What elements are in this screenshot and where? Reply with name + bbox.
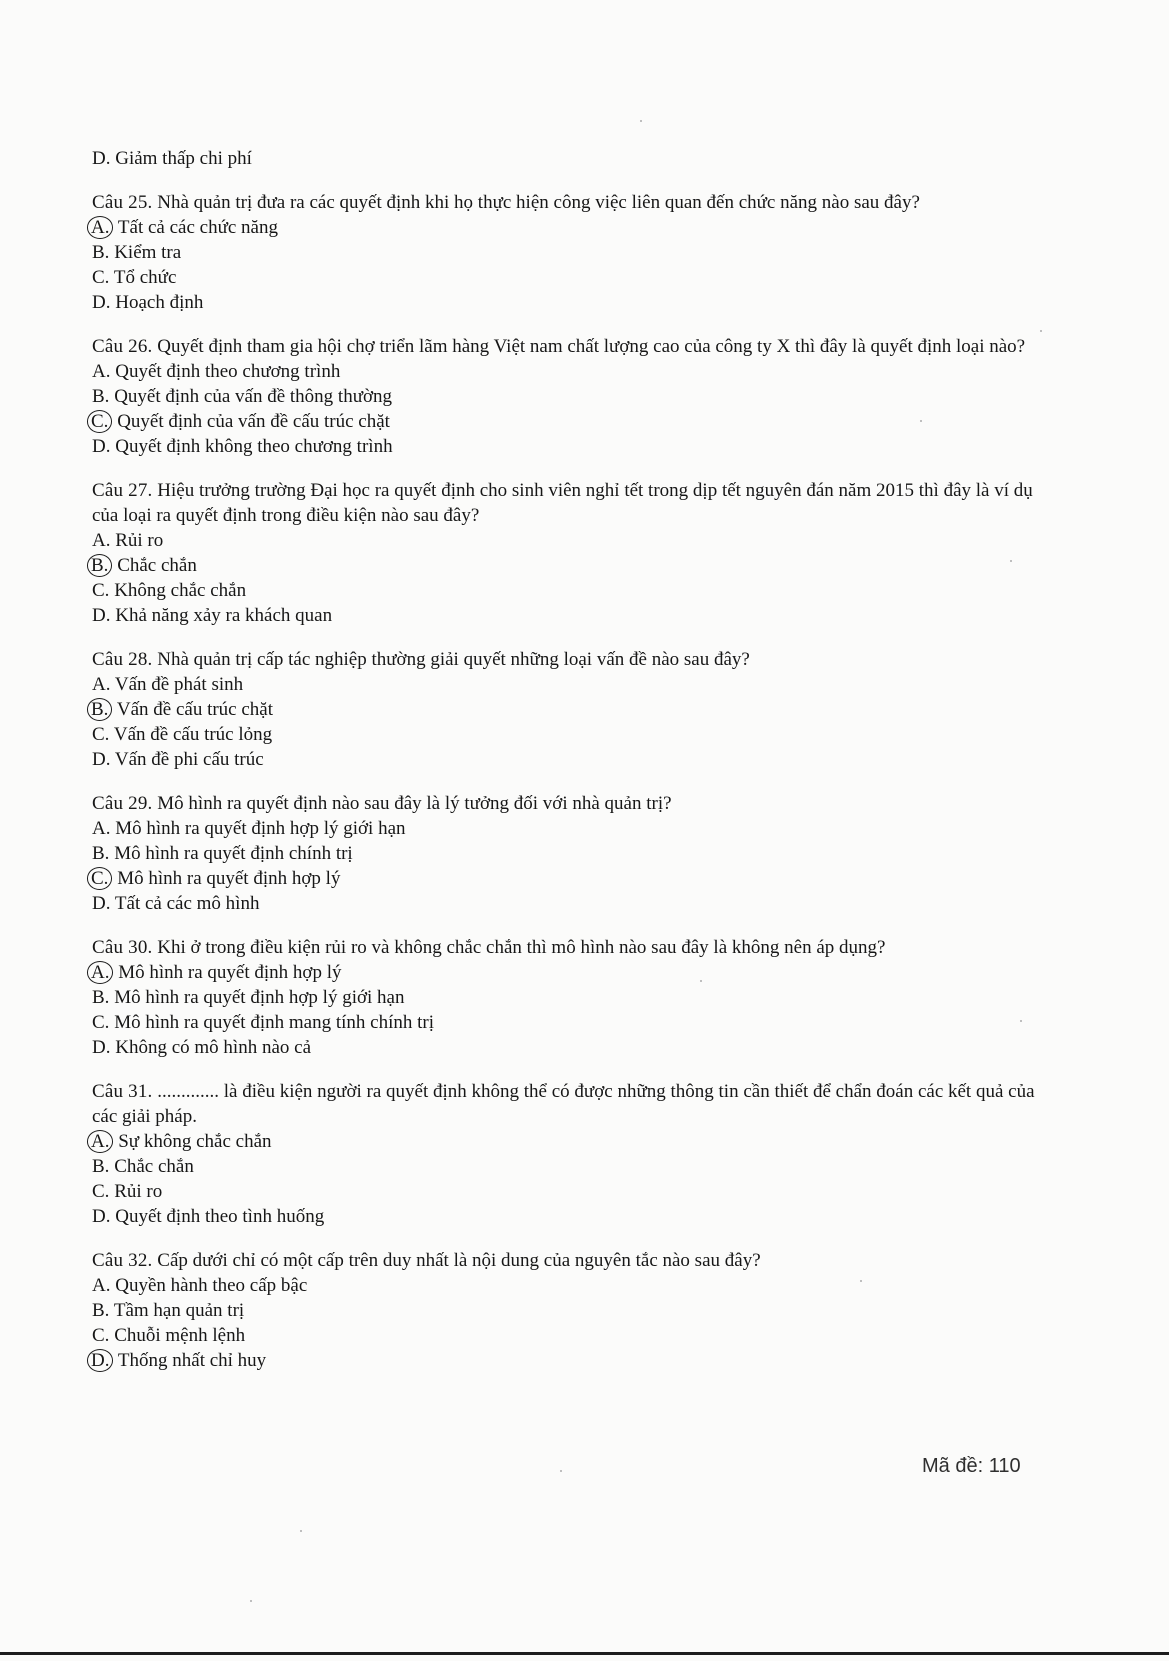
question-text [92, 478, 1052, 528]
option-letter: D. [92, 436, 111, 457]
option-letter: A. [87, 216, 113, 239]
answer-option-circled [92, 1348, 1052, 1373]
option-text: Mô hình ra quyết định chính trị [114, 843, 353, 864]
scan-speck [1040, 330, 1042, 332]
option-text: Mô hình ra quyết định hợp lý [118, 962, 342, 983]
scan-speck [1020, 1020, 1022, 1022]
question-label: Câu 29. [92, 793, 153, 814]
question-32 [92, 1248, 1052, 1373]
option-text: Tầm hạn quản trị [113, 1300, 245, 1321]
question-30 [92, 935, 1052, 1060]
answer-option [92, 891, 1052, 916]
option-letter: D. [92, 893, 111, 914]
answer-option [92, 841, 1052, 866]
option-text: Vấn đề phát sinh [114, 674, 244, 695]
option-text: Sự không chắc chắn [118, 1131, 272, 1152]
option-text: Mô hình ra quyết định hợp lý giới hạn [115, 818, 406, 839]
answer-option-circled [92, 866, 1052, 891]
option-text: Khả năng xảy ra khách quan [115, 605, 333, 626]
option-text: Kiểm tra [114, 242, 182, 263]
question-list [92, 190, 1052, 1373]
question-body: Mô hình ra quyết định nào sau đây là lý tưởng đối với nhà quản trị? [157, 793, 672, 814]
option-letter: A. [92, 1275, 111, 1296]
option-text: Quyền hành theo cấp bậc [115, 1275, 308, 1296]
option-letter: C. [92, 580, 110, 601]
scan-speck [560, 1470, 562, 1472]
option-letter: B. [92, 1156, 110, 1177]
option-letter: B. [92, 386, 110, 407]
answer-option [92, 672, 1052, 697]
question-25 [92, 190, 1052, 315]
answer-option [92, 240, 1052, 265]
option-text: Rủi ro [114, 1181, 163, 1202]
answer-option-circled [92, 409, 1052, 434]
question-label: Câu 28. [92, 649, 153, 670]
scan-speck [250, 1600, 252, 1602]
question-label: Câu 25. [92, 192, 153, 213]
option-text: Vấn đề phi cấu trúc [114, 749, 264, 770]
option-text: Thống nhất chỉ huy [117, 1350, 267, 1371]
question-label: Câu 26. [92, 336, 153, 357]
question-text [92, 1248, 1052, 1273]
question-text [92, 190, 1052, 215]
option-letter: C. [92, 267, 110, 288]
question-31 [92, 1079, 1052, 1229]
question-body: Khi ở trong điều kiện rủi ro và không chắc chắn thì mô hình nào sau đây là không nên áp dụng? [157, 937, 886, 958]
answer-option [92, 722, 1052, 747]
option-letter: D. [92, 292, 111, 313]
question-text [92, 935, 1052, 960]
scan-speck [860, 1280, 862, 1282]
option-text: Quyết định không theo chương trình [115, 436, 393, 457]
answer-option [92, 1154, 1052, 1179]
option-letter: C. [87, 867, 112, 890]
answer-option [92, 1179, 1052, 1204]
answer-option [92, 1204, 1052, 1229]
option-text: Không chắc chắn [114, 580, 247, 601]
option-letter: A. [92, 361, 111, 382]
answer-option-circled [92, 960, 1052, 985]
question-label: Câu 27. [92, 480, 153, 501]
answer-option [92, 1035, 1052, 1060]
question-body: Cấp dưới chỉ có một cấp trên duy nhất là nội dung của nguyên tắc nào sau đây? [157, 1250, 761, 1271]
option-text: Quyết định theo chương trình [115, 361, 341, 382]
option-text: Tất cả các chức năng [117, 217, 278, 238]
option-text: Chắc chắn [117, 555, 197, 576]
exam-content [92, 146, 1052, 1373]
scan-speck [920, 420, 922, 422]
answer-option [92, 384, 1052, 409]
option-letter: B. [92, 843, 110, 864]
option-text: Mô hình ra quyết định hợp lý giới hạn [114, 987, 405, 1008]
question-body: Hiệu trưởng trường Đại học ra quyết định cho sinh viên nghỉ tết trong dịp tết nguyên đán năm 2015 thì đây là ví dụ của loại ra quyết định trong điều kiện nào sau đây? [92, 480, 1033, 526]
option-letter: D. [92, 749, 111, 770]
option-text: Tất cả các mô hình [114, 893, 260, 914]
answer-option [92, 603, 1052, 628]
option-letter: A. [92, 674, 111, 695]
lead-option-line: D. Giảm thấp chi phí [92, 148, 252, 169]
question-text [92, 1079, 1052, 1129]
answer-option [92, 816, 1052, 841]
option-letter: D. [87, 1349, 113, 1372]
answer-option-circled [92, 1129, 1052, 1154]
option-letter: B. [92, 242, 110, 263]
answer-option [92, 1298, 1052, 1323]
answer-option-circled [92, 215, 1052, 240]
scan-speck [640, 120, 642, 122]
question-text [92, 334, 1052, 359]
option-letter: C. [92, 1325, 110, 1346]
answer-option [92, 1010, 1052, 1035]
answer-option [92, 1323, 1052, 1348]
option-letter: C. [92, 1012, 110, 1033]
option-text: Chuỗi mệnh lệnh [114, 1325, 246, 1346]
answer-option-circled [92, 553, 1052, 578]
option-text: Mô hình ra quyết định hợp lý [117, 868, 341, 889]
question-text [92, 647, 1052, 672]
question-label: Câu 30. [92, 937, 153, 958]
option-letter: B. [92, 1300, 110, 1321]
answer-option-circled [92, 697, 1052, 722]
option-letter: D. [92, 605, 111, 626]
option-letter: A. [92, 530, 111, 551]
scan-speck [1010, 560, 1012, 562]
option-letter: B. [87, 698, 112, 721]
option-letter: B. [87, 554, 112, 577]
option-letter: A. [92, 818, 111, 839]
scan-speck [700, 980, 702, 982]
question-28 [92, 647, 1052, 772]
scan-speck [300, 1530, 302, 1532]
option-text: Mô hình ra quyết định mang tính chính trị [114, 1012, 434, 1033]
option-letter: C. [87, 410, 112, 433]
answer-option [92, 528, 1052, 553]
answer-option [92, 265, 1052, 290]
question-label: Câu 31. [92, 1081, 153, 1102]
question-27 [92, 478, 1052, 628]
question-29 [92, 791, 1052, 916]
option-letter: C. [92, 724, 110, 745]
option-text: Quyết định theo tình huống [115, 1206, 325, 1227]
answer-option [92, 434, 1052, 459]
exam-code: Mã đề: 110 [922, 1455, 1021, 1477]
option-letter: C. [92, 1181, 110, 1202]
option-text: Vấn đề cấu trúc lỏng [113, 724, 273, 745]
option-letter: A. [87, 1130, 113, 1153]
page-bottom-edge [0, 1652, 1169, 1655]
answer-option [92, 747, 1052, 772]
option-letter: A. [87, 961, 113, 984]
question-label: Câu 32. [92, 1250, 153, 1271]
option-text: Chắc chắn [114, 1156, 194, 1177]
answer-option [92, 1273, 1052, 1298]
option-text: Quyết định của vấn đề cấu trúc chặt [117, 411, 390, 432]
option-letter: D. [92, 1037, 111, 1058]
option-text: Vấn đề cấu trúc chặt [116, 699, 273, 720]
answer-option [92, 290, 1052, 315]
question-body: Quyết định tham gia hội chợ triển lãm hàng Việt nam chất lượng cao của công ty X thì đây là quyết định loại nào? [157, 336, 1026, 357]
option-text: Tổ chức [113, 267, 177, 288]
question-body: Nhà quản trị cấp tác nghiệp thường giải quyết những loại vấn đề nào sau đây? [157, 649, 750, 670]
option-text: Rủi ro [115, 530, 164, 551]
question-body: ............. là điều kiện người ra quyết định không thể có được những thông tin cần thiết để chẩn đoán các kết quả của các giải pháp. [92, 1081, 1035, 1127]
question-text [92, 791, 1052, 816]
answer-option [92, 578, 1052, 603]
option-letter: B. [92, 987, 110, 1008]
answer-option [92, 359, 1052, 384]
answer-option [92, 985, 1052, 1010]
question-26 [92, 334, 1052, 459]
question-body: Nhà quản trị đưa ra các quyết định khi họ thực hiện công việc liên quan đến chức năng nào sau đây? [157, 192, 920, 213]
option-text: Không có mô hình nào cả [115, 1037, 311, 1058]
option-letter: D. [92, 1206, 111, 1227]
option-text: Quyết định của vấn đề thông thường [114, 386, 393, 407]
option-text: Hoạch định [115, 292, 204, 313]
